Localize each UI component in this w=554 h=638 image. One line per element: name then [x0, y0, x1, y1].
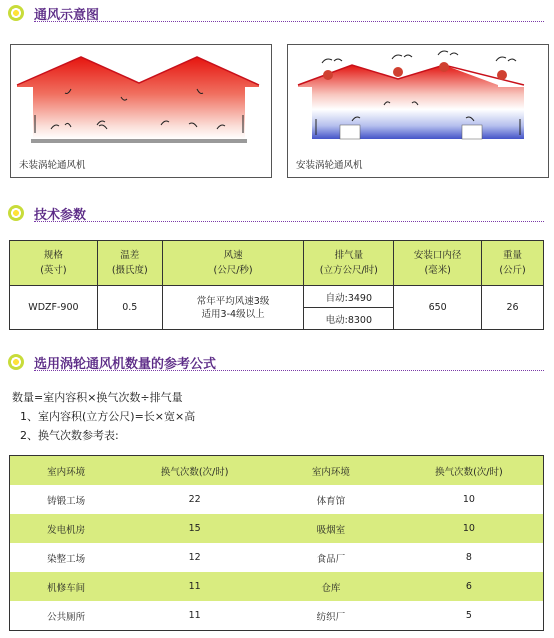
table-row: [10, 514, 544, 543]
rate-cell: 15: [122, 514, 267, 543]
section-heading-schematic: [0, 4, 554, 24]
section-title: 通风示意图: [34, 8, 100, 23]
table-row: [10, 485, 544, 514]
environment-cell: 食品厂: [267, 543, 395, 572]
table-row: [10, 572, 544, 601]
diagram-label-without: 未装涡轮通风机: [19, 160, 86, 171]
rate-cell: 8: [395, 543, 544, 572]
diagram-without-ventilator: [10, 44, 272, 178]
environment-cell: 发电机房: [10, 514, 123, 543]
spec-model: WDZF-900: [10, 286, 98, 330]
spec-header-temp: 温差 (摄氏度): [97, 241, 162, 286]
section-heading-specs: [0, 204, 554, 224]
section-heading-formula: [0, 353, 554, 373]
formula-line-1: 数量=室内容积×换气次数÷排气量: [12, 391, 183, 404]
formula-line-3: 2、换气次数参考表:: [20, 429, 119, 442]
rate-cell: 12: [122, 543, 267, 572]
header-environment: 室内环境: [267, 456, 395, 486]
spec-header-exhaust: 排气量 (立方公尺/时): [304, 241, 394, 286]
environment-cell: 铸锻工场: [10, 485, 123, 514]
rate-cell: 22: [122, 485, 267, 514]
rate-cell: 10: [395, 514, 544, 543]
section-title: 选用涡轮通风机数量的参考公式: [34, 357, 217, 372]
table-row: [10, 543, 544, 572]
environment-cell: 机修车间: [10, 572, 123, 601]
header-air-changes: 换气次数(次/时): [122, 456, 267, 486]
spec-header-wind: 风速 (公尺/秒): [162, 241, 304, 286]
section-divider: [34, 21, 544, 22]
header-environment: 室内环境: [10, 456, 123, 486]
spec-header-weight: 重量 (公斤): [482, 241, 544, 286]
spec-exhaust-auto: 自动:3490: [304, 286, 394, 308]
environment-cell: 染整工场: [10, 543, 123, 572]
bullet-icon: [8, 5, 24, 21]
spec-exhaust-electric: 电动:8300: [304, 308, 394, 330]
rate-cell: 5: [395, 601, 544, 631]
spec-header-model: 规格 (英寸): [10, 241, 98, 286]
spec-header-diameter: 安装口内径 (毫米): [394, 241, 482, 286]
spec-table: [9, 240, 544, 330]
spec-temp-diff: 0.5: [97, 286, 162, 330]
rate-cell: 10: [395, 485, 544, 514]
rate-cell: 11: [122, 601, 267, 631]
diagram-with-ventilator: [287, 44, 549, 178]
section-divider: [34, 221, 544, 222]
environment-cell: 纺织厂: [267, 601, 395, 631]
section-divider: [34, 370, 544, 371]
bullet-icon: [8, 205, 24, 221]
rate-cell: 6: [395, 572, 544, 601]
rate-cell: 11: [122, 572, 267, 601]
environment-cell: 公共厕所: [10, 601, 123, 631]
table-header-row: [10, 456, 544, 486]
spec-wind-speed: 常年平均风速3级 适用3-4级以上: [162, 286, 304, 330]
environment-cell: 体育馆: [267, 485, 395, 514]
environment-cell: 吸烟室: [267, 514, 395, 543]
header-air-changes: 换气次数(次/时): [395, 456, 544, 486]
diagram-label-with: 安装涡轮通风机: [296, 160, 363, 171]
air-change-table: [9, 455, 544, 631]
formula-line-2: 1、室内容积(立方公尺)=长×宽×高: [20, 410, 196, 423]
spec-weight: 26: [482, 286, 544, 330]
spec-inner-diameter: 650: [394, 286, 482, 330]
section-title: 技术参数: [34, 208, 87, 223]
bullet-icon: [8, 354, 24, 370]
environment-cell: 仓库: [267, 572, 395, 601]
table-row: [10, 601, 544, 631]
